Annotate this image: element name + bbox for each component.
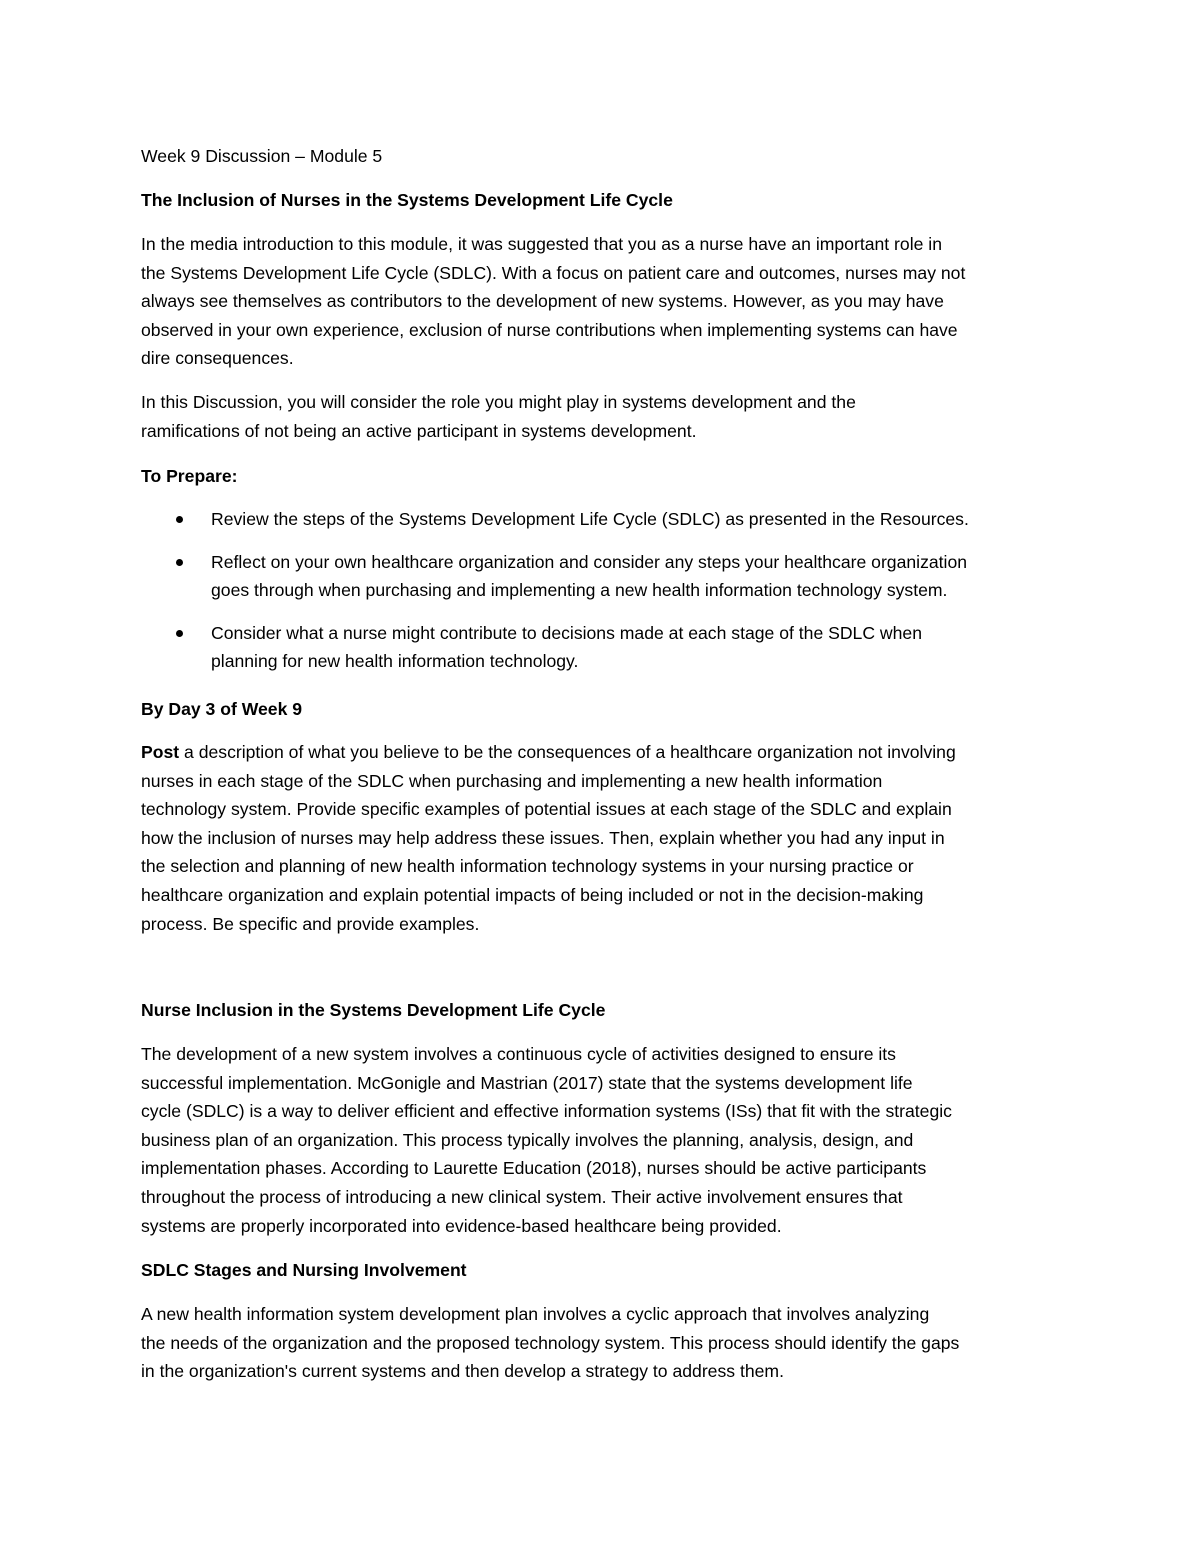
essay-line: business plan of an organization. This process typically involves the planning, analysis, design, and (141, 1129, 914, 1150)
bullet-icon (176, 630, 183, 637)
intro-line: dire consequences. (141, 348, 294, 369)
intro-line: observed in your own experience, exclusion of nurse contributions when implementing systems can have (141, 319, 958, 340)
stages-line: the needs of the organization and the proposed technology system. This process should identify the gaps (141, 1332, 960, 1353)
by-day-line: healthcare organization and explain potential impacts of being included or not in the decision-making (141, 884, 924, 905)
list-item-line: Reflect on your own healthcare organization and consider any steps your healthcare organization (211, 551, 968, 572)
essay-line: successful implementation. McGonigle and Mastrian (2017) state that the systems development life (141, 1072, 913, 1093)
list-item (141, 505, 969, 534)
by-day-line-rest: a description of what you believe to be the consequences of a healthcare organization not involving (179, 742, 956, 762)
by-day-line: the selection and planning of new health information technology systems in your nursing practice or (141, 856, 914, 877)
to-prepare-heading: To Prepare: (141, 466, 238, 486)
by-day-line: process. Be specific and provide examples. (141, 913, 480, 934)
week-title: Week 9 Discussion – Module 5 (141, 146, 383, 166)
intro-line: always see themselves as contributors to the development of new systems. However, as you may have (141, 291, 944, 312)
discussion-line: ramifications of not being an active participant in systems development. (141, 420, 697, 441)
stages-heading: SDLC Stages and Nursing Involvement (141, 1260, 467, 1280)
essay-line: systems are properly incorporated into evidence-based healthcare being provided. (141, 1215, 782, 1236)
discussion-line: In this Discussion, you will consider the role you might play in systems development and the (141, 392, 856, 412)
by-day-heading: By Day 3 of Week 9 (141, 699, 303, 719)
list-item (141, 548, 969, 605)
bullet-icon (176, 559, 183, 566)
list-item (141, 619, 969, 676)
by-day-line: nurses in each stage of the SDLC when purchasing and implementing a new health information (141, 770, 883, 791)
list-item-line: goes through when purchasing and implementing a new health information technology system. (211, 580, 948, 601)
essay-heading: Nurse Inclusion in the Systems Development Life Cycle (141, 1000, 606, 1020)
by-day-paragraph (141, 738, 956, 938)
by-day-line: technology system. Provide specific examples of potential issues at each stage of the SDLC and explain (141, 799, 952, 820)
to-prepare-list (141, 505, 969, 690)
post-label: Post (141, 742, 180, 762)
intro-paragraph (141, 230, 965, 373)
list-item-line: Consider what a nurse might contribute to decisions made at each stage of the SDLC when (211, 622, 922, 643)
document-page (141, 0, 1061, 1553)
stages-paragraph (141, 1300, 959, 1386)
essay-paragraph (141, 1040, 952, 1240)
discussion-paragraph (141, 388, 856, 445)
essay-line: The development of a new system involves a continuous cycle of activities designed to ensure its (141, 1044, 896, 1064)
essay-line: cycle (SDLC) is a way to deliver efficient and effective information systems (ISs) that fit with the strategic (141, 1101, 952, 1122)
essay-line: implementation phases. According to Laurette Education (2018), nurses should be active participants (141, 1158, 927, 1179)
intro-line: In the media introduction to this module, it was suggested that you as a nurse have an important role in (141, 234, 942, 254)
topic-title: The Inclusion of Nurses in the Systems Development Life Cycle (141, 190, 673, 210)
intro-line: the Systems Development Life Cycle (SDLC). With a focus on patient care and outcomes, nurses may not (141, 262, 966, 283)
stages-line: A new health information system development plan involves a cyclic approach that involves analyzing (141, 1304, 930, 1324)
list-item-line: planning for new health information technology. (211, 651, 579, 672)
stages-line: in the organization's current systems and then develop a strategy to address them. (141, 1361, 784, 1382)
list-item-line: Review the steps of the Systems Development Life Cycle (SDLC) as presented in the Resources. (211, 509, 969, 529)
by-day-line (141, 738, 956, 767)
by-day-line: how the inclusion of nurses may help address these issues. Then, explain whether you had any input in (141, 827, 945, 848)
bullet-icon (176, 516, 183, 523)
essay-line: throughout the process of introducing a new clinical system. Their active involvement ensures that (141, 1186, 903, 1207)
